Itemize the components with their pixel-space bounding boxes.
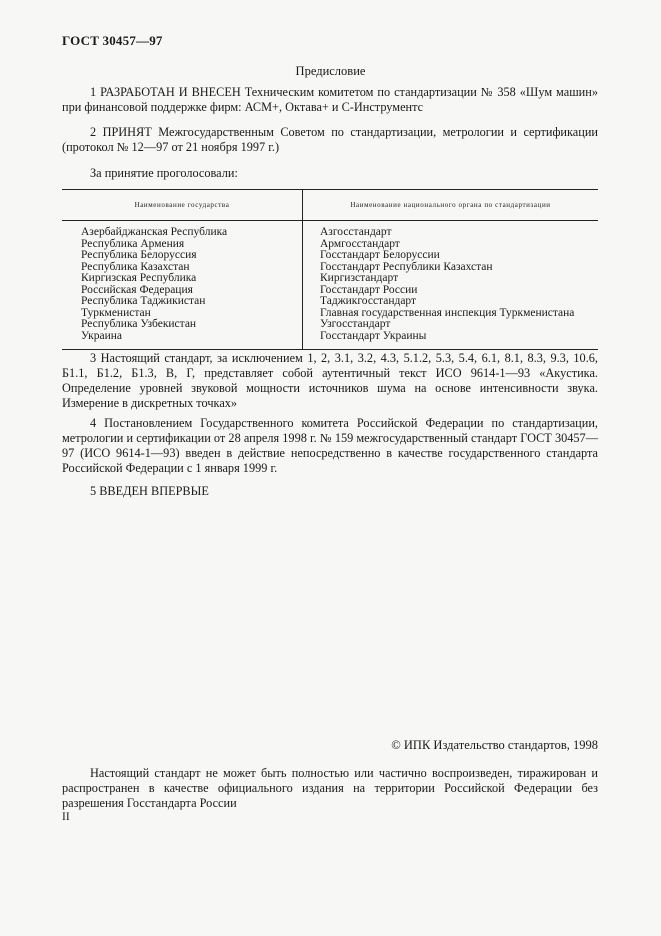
state-name: Российская Федерация: [81, 283, 193, 296]
column-header-body: Наименование национального органа по стандартизации: [303, 190, 599, 221]
state-name: Республика Белоруссия: [81, 249, 197, 261]
page-number: II: [62, 811, 70, 823]
states-list: [62, 221, 303, 350]
standards-body-name: Армгосстандарт: [320, 237, 400, 250]
table-header-row: [62, 190, 598, 221]
table-row: [62, 221, 598, 350]
reproduction-notice: Настоящий стандарт не может быть полностью или частично воспроизведен, тиражирован и распространен в качестве официального издания на территории Российской Федерации без разрешения Госстандарта России: [62, 766, 598, 810]
paragraph-adopted: 2 ПРИНЯТ Межгосударственным Советом по стандартизации, метрологии и сертификации (протокол № 12—97 от 21 ноября 1997 г.): [62, 125, 598, 154]
standards-body-name: Госстандарт Украины: [320, 329, 427, 342]
section-title: Предисловие: [295, 64, 366, 78]
paragraph-iso-equivalence: 3 Настоящий стандарт, за исключением 1, 2, 3.1, 3.2, 4.3, 5.1.2, 5.3, 5.4, 6.1, 8.1, 8.3, 9.3, 10.6, Б1.1, Б1.2, Б1.3, В, Г, представляет собой аутентичный текст ИСО 9614-1—93 «Акустика. Определение уровней звуковой мощности источников шума на основе интенсивности звука. Измерение в дискретных точках»: [62, 351, 598, 410]
column-header-state: Наименование государства: [62, 190, 303, 221]
state-name: Республика Армения: [81, 237, 185, 250]
standards-body-name: Киргизстандарт: [320, 272, 399, 284]
standards-body-name: Госстандарт Республики Казахстан: [320, 260, 493, 273]
paragraph-enactment: 4 Постановлением Государственного комитета Российской Федерации по стандартизации, метрологии и сертификации от 28 апреля 1998 г. № 159 межгосударственный стандарт ГОСТ 30457—97 (ИСО 9614-1—93) введен в действие непосредственно в качестве государственного стандарта Российской Федерации с 1 января 1999 г.: [62, 416, 598, 475]
state-name: Украина: [81, 329, 122, 342]
state-name: Киргизская Республика: [81, 272, 197, 284]
state-name: Республика Узбекистан: [81, 318, 197, 330]
paragraph-voted: За принятие проголосовали:: [90, 166, 238, 180]
state-name: Республика Казахстан: [81, 260, 190, 273]
copyright: © ИПК Издательство стандартов, 1998: [391, 738, 598, 752]
state-name: Республика Таджикистан: [81, 295, 206, 307]
state-name: Туркменистан: [81, 306, 151, 319]
voting-table: [62, 189, 598, 350]
paragraph-developed: 1 РАЗРАБОТАН И ВНЕСЕН Техническим комитетом по стандартизации № 358 «Шум машин» при финансовой поддержке фирм: АСМ+, Октава+ и С-Инструментс: [62, 85, 598, 114]
state-name: Азербайджанская Республика: [81, 226, 228, 238]
paragraph-first-introduced: 5 ВВЕДЕН ВПЕРВЫЕ: [90, 484, 209, 498]
standards-body-name: Госстандарт Белоруссии: [320, 249, 440, 261]
standards-body-name: Госстандарт России: [320, 283, 418, 296]
standards-body-name: Таджикгосстандарт: [320, 295, 417, 307]
document-id: ГОСТ 30457—97: [62, 33, 163, 48]
standards-body-name: Узгосстандарт: [320, 318, 391, 330]
standards-body-name: Главная государственная инспекция Туркменистана: [320, 306, 575, 319]
standards-body-name: Азгосстандарт: [320, 226, 392, 238]
bodies-list: [303, 221, 599, 350]
